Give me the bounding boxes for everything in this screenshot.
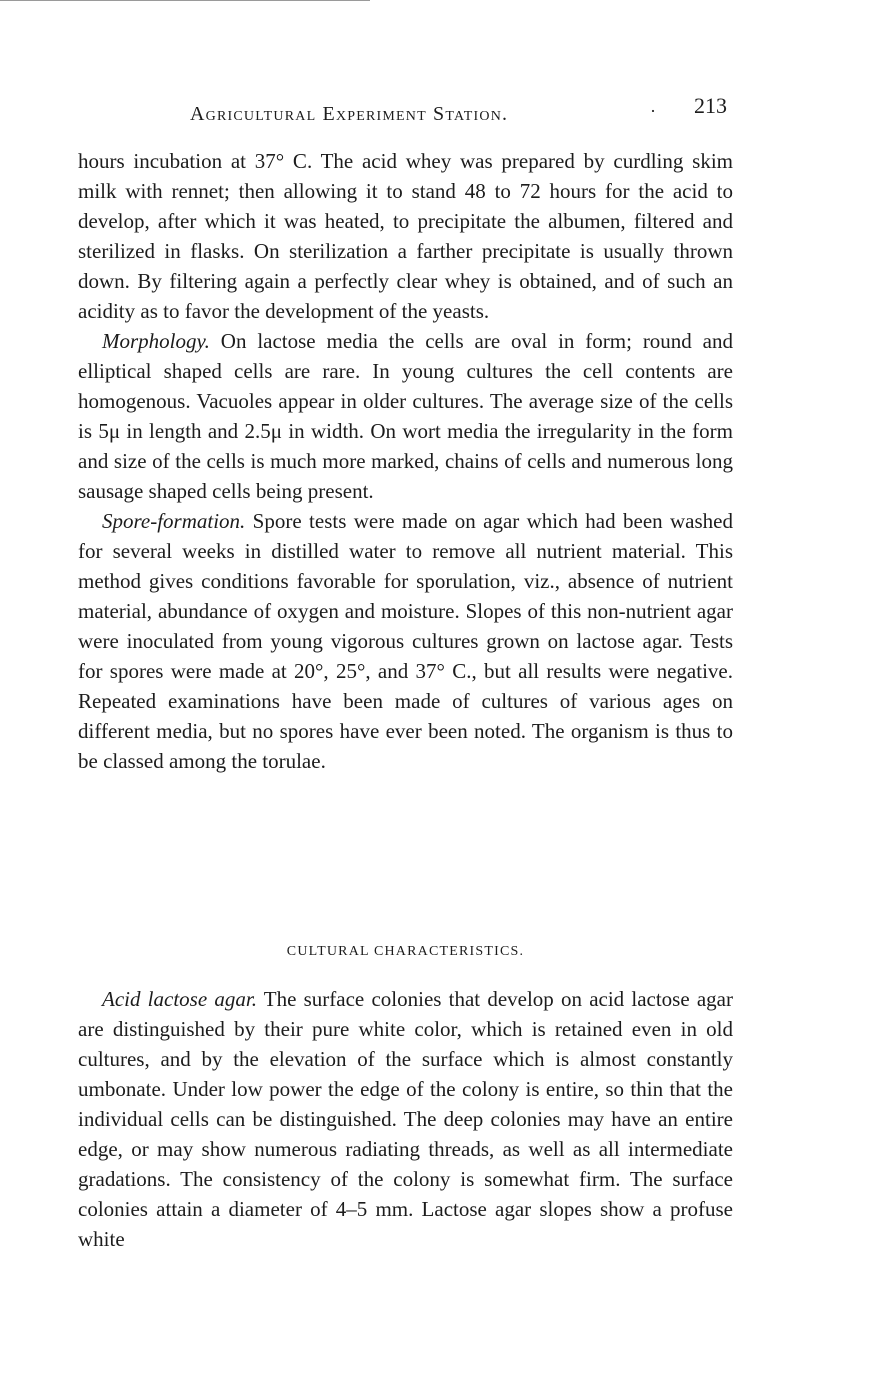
section-body-text — [78, 984, 733, 1254]
top-rule — [0, 0, 370, 1]
running-separator: · — [650, 101, 656, 121]
page-number: 213 — [694, 93, 727, 118]
paragraph-acid-lactose-agar — [78, 984, 733, 1254]
paragraph-spore-formation — [78, 506, 733, 776]
paragraph-text: hours incubation at 37° C. The acid whey was prepared by curdling skim milk with rennet; then allowing it to stand 48 to 72 hours for the acid to develop, after which it was heated, to precipitate the albumen, filtered and sterilized in flasks. On sterilization a farther precipitate is usually thrown down. By filtering again a perfectly clear whey is obtained, and of such an acidity as to favor the development of the yeasts. — [78, 149, 733, 323]
section-heading: CULTURAL CHARACTERISTICS. — [286, 944, 525, 959]
paragraph-text: The surface colonies that develop on acid lactose agar are distinguished by their pure white color, which is retained even in old cultures, and by the elevation of the surface which is almost constantly umbonate. Under low power the edge of the colony is entire, so thin that the individual cells can be distinguished. The deep colonies may have an entire edge, or may show numerous radiating threads, as well as all intermediate gradations. The consistency of the colony is somewhat firm. The surface colonies attain a diameter of 4–5 mm. Lactose agar slopes show a profuse white — [78, 987, 733, 1251]
running-head — [78, 93, 733, 133]
paragraph-heading: Morphology. — [102, 329, 210, 353]
paragraph-text: Spore tests were made on agar which had been washed for several weeks in distilled water to remove all nutrient material. This method gives conditions favorable for sporulation, viz., absence of nutrient material, abundance of oxygen and moisture. Slopes of this non-nutrient agar were inoculated from young vigorous cultures grown on lactose agar. Tests for spores were made at 20°, 25°, and 37° C., but all results were negative. Repeated examinations have been made of cultures of various ages on different media, but no spores have ever been noted. The organism is thus to be classed among the torulae. — [78, 509, 733, 773]
paragraph-continuation — [78, 146, 733, 326]
paragraph-heading: Spore-formation. — [102, 509, 246, 533]
paragraph-morphology — [78, 326, 733, 506]
running-title: Agricultural Experiment Station. — [190, 103, 509, 125]
paragraph-heading: Acid lactose agar. — [102, 987, 257, 1011]
paragraph-text: On lactose media the cells are oval in form; round and elliptical shaped cells are rare. In young cultures the cell contents are homogenous. Vacuoles appear in older cultures. The average size of the cells is 5μ in length and 2.5μ in width. On wort media the irregularity in the form and size of the cells is much more marked, chains of cells and numerous long sausage shaped cells being present. — [78, 329, 733, 503]
body-text — [78, 146, 733, 776]
